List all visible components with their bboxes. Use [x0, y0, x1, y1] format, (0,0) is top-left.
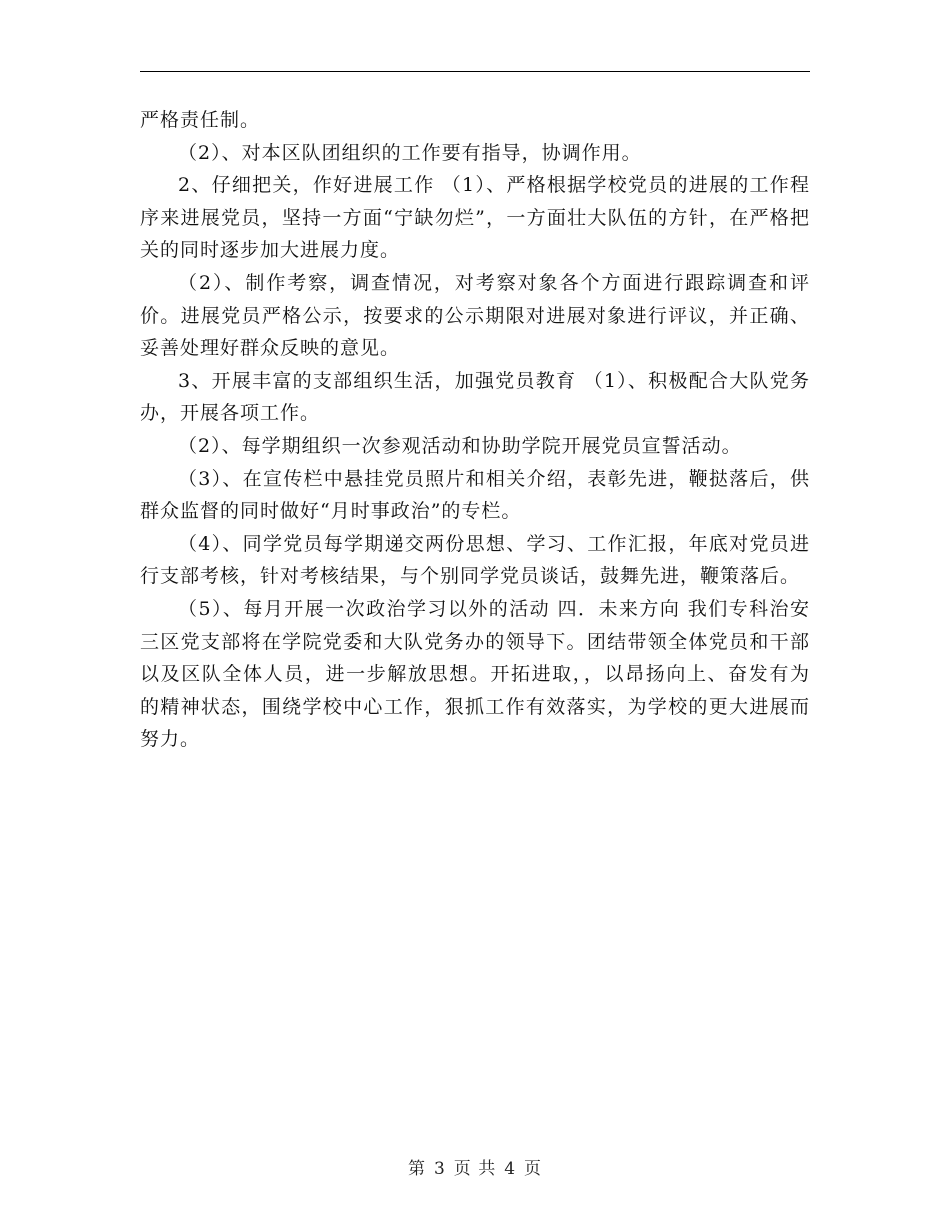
paragraph: （2）、制作考察，调查情况，对考察对象各个方面进行跟踪调查和评价。进展党员严格公示，按要求的公示期限对进展对象进行评议，并正确、妥善处理好群众反映的意见。 [140, 271, 810, 360]
document-body [140, 104, 810, 756]
paragraph: 3、开展丰富的支部组织生活，加强党员教育 （1）、积极配合大队党务办，开展各项工作。 [140, 369, 810, 425]
page-total: 4 [504, 1159, 517, 1179]
paragraph: 严格责任制。 [140, 109, 261, 131]
paragraph: （2）、每学期组织一次参观活动和协助学院开展党员宣誓活动。 [178, 434, 742, 457]
page-label-prefix: 第 [407, 1159, 426, 1179]
page-label-middle: 页 共 [453, 1159, 497, 1179]
paragraph: （5）、每月开展一次政治学习以外的活动 四．未来方向 我们专科治安三区党支部将在学院党委和大队党务办的领导下。团结带领全体党员和干部以及区队全体人员，进一步解放思想。开拓进取，，以昂扬向上、奋发有为的精神状态，围绕学校中心工作，狠抓工作有效落实，为学校的更大进展而努力。 [140, 597, 810, 751]
page-label-suffix: 页 [524, 1159, 543, 1179]
header-divider [140, 71, 810, 72]
paragraph: （3）、在宣传栏中悬挂党员照片和相关介绍，表彰先进，鞭挞落后，供群众监督的同时做好“月时事政治”的专栏。 [140, 467, 810, 523]
paragraph: 2、仔细把关，作好进展工作 （1）、严格根据学校党员的进展的工作程序来进展党员，坚持一方面“宁缺勿烂”，一方面壮大队伍的方针，在严格把关的同时逐步加大进展力度。 [140, 174, 810, 262]
page-footer [0, 1154, 950, 1179]
paragraph: （2）、对本区队团组织的工作要有指导，协调作用。 [178, 141, 642, 164]
page-number: 3 [433, 1159, 446, 1179]
paragraph: （4）、同学党员每学期递交两份思想、学习、工作汇报，年底对党员进行支部考核，针对考核结果，与个别同学党员谈话，鼓舞先进，鞭策落后。 [140, 532, 810, 588]
